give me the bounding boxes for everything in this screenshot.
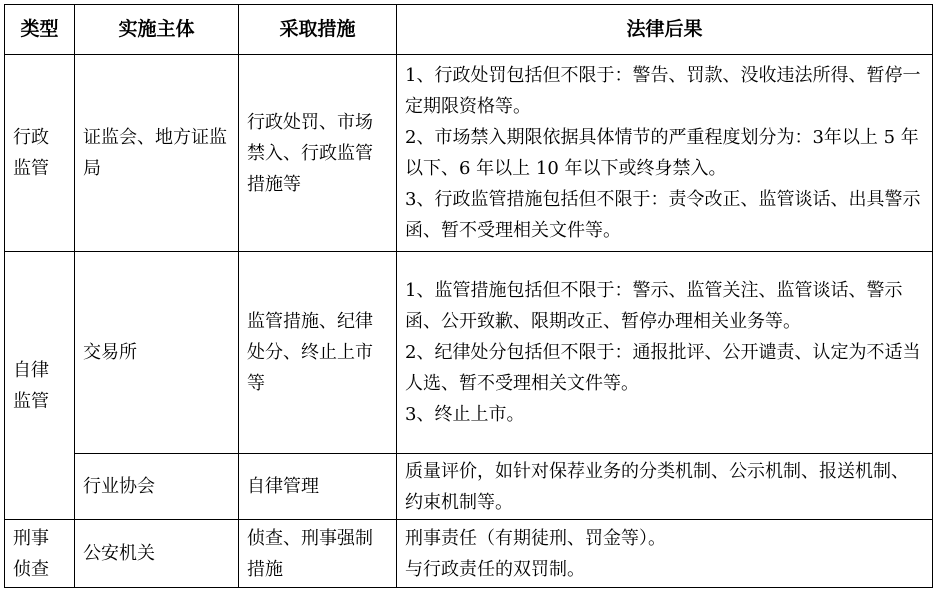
consequence-item: 刑事责任（有期徒刑、罚金等）。: [405, 527, 666, 549]
header-consequences: 法律后果: [397, 5, 933, 55]
consequence-item: 1、行政处罚包括但不限于：警告、罚款、没收违法所得、暂停一定期限资格等。: [405, 65, 921, 117]
header-entity: 实施主体: [75, 5, 239, 55]
table-row: [5, 55, 933, 252]
legal-consequences-table: [4, 4, 933, 588]
consequence-item: 3、终止上市。: [405, 404, 525, 425]
table-row: [5, 520, 933, 588]
consequence-item: 3、行政监管措施包括但不限于：责令改正、监管谈话、出具警示函、暂不受理相关文件等。: [405, 189, 921, 241]
cell-type: 行政监管: [5, 55, 75, 252]
cell-measures: 监管措施、纪律处分、终止上市等: [239, 252, 397, 454]
consequence-item: 质量评价，如针对保荐业务的分类机制、公示机制、报送机制、约束机制等。: [405, 460, 909, 513]
cell-consequences: [397, 454, 933, 520]
consequence-item: 与行政责任的双罚制。: [405, 558, 585, 580]
consequence-item: 2、市场禁入期限依据具体情节的严重程度划分为：3年以上 5 年以下、6 年以上 10 年以下或终身禁入。: [405, 127, 919, 179]
cell-measures: 行政处罚、市场禁入、行政监管措施等: [239, 55, 397, 252]
consequence-item: 2、纪律处分包括但不限于：通报批评、公开谴责、认定为不适当人选、暂不受理相关文件等。: [405, 342, 921, 394]
header-type: 类型: [5, 5, 75, 55]
cell-entity: 公安机关: [75, 520, 239, 588]
cell-entity: 行业协会: [75, 454, 239, 520]
cell-consequences: [397, 252, 933, 454]
cell-type: 自律监管: [5, 252, 75, 520]
cell-entity: 交易所: [75, 252, 239, 454]
table-row: [5, 454, 933, 520]
consequence-item: 1、监管措施包括但不限于：警示、监管关注、监管谈话、警示函、公开致歉、限期改正、暂停办理相关业务等。: [405, 280, 903, 332]
cell-entity: 证监会、地方证监局: [75, 55, 239, 252]
cell-measures: 自律管理: [239, 454, 397, 520]
header-row: [5, 5, 933, 55]
cell-type: 刑事侦查: [5, 520, 75, 588]
cell-measures: 侦查、刑事强制措施: [239, 520, 397, 588]
table-row: [5, 252, 933, 454]
header-measures: 采取措施: [239, 5, 397, 55]
cell-consequences: [397, 55, 933, 252]
cell-consequences: [397, 520, 933, 588]
